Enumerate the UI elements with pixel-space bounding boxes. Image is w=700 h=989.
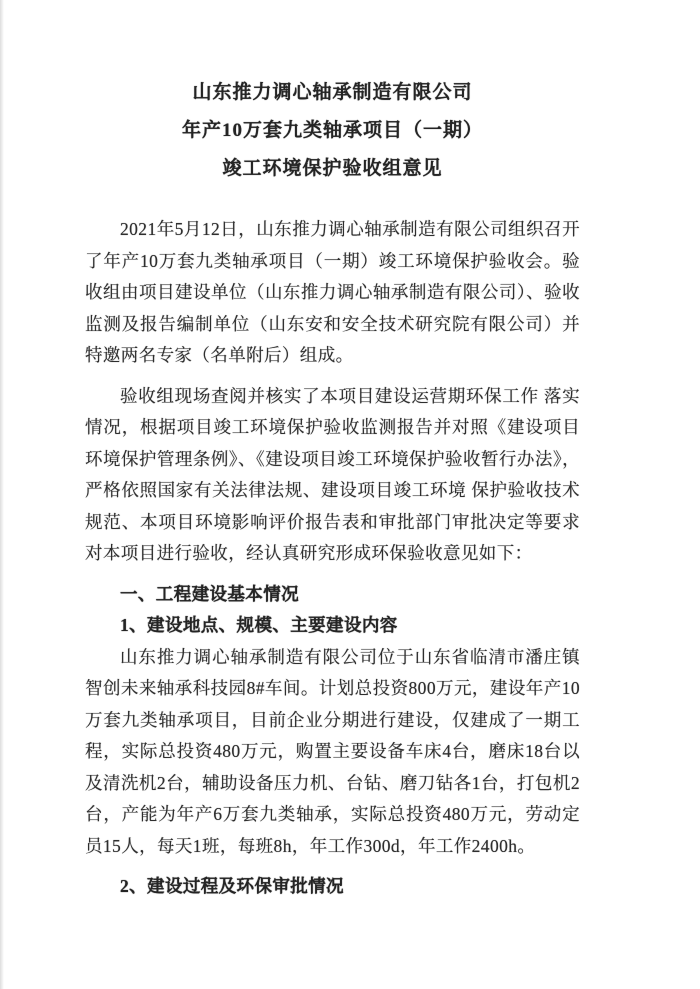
doc-title <box>85 74 580 188</box>
paragraph-review-basis: 验收组现场查阅并核实了本项目建设运营期环保工作 落实情况，根据项目竣工环境保护验收监测报告并对照《建设项目环境保护管理条例》、《建设项目竣工环境保护验收暂行办法》，严格依照国家有关法律法规、建设项目竣工环境 保护验收技术规范、本项目环境影响评价报告表和审批部门审批决定等要求对本项目进行验收，经认真研究形成环保验收意见如下： <box>85 385 580 563</box>
doc-title-line-project: 年产10万套九类轴承项目（一期） <box>181 120 483 141</box>
section-heading-approval-process: 2、建设过程及环保审批情况 <box>120 876 344 896</box>
section-heading-project-overview: 一、工程建设基本情况 <box>120 583 299 604</box>
paragraph-construction-details: 山东推力调心轴承制造有限公司位于山东省临清市潘庄镇智创未来轴承科技园8#车间。计划总投资800万元，建设年产10万套九类轴承项目，目前企业分期进行建设，仅建成了一期工程，实际总投资480万元，购置主要设备车床4台，磨床18台以及清洗机2台，辅助设备压力机、台钻、磨刀钻各1台，打包机2台，产能为年产6万套九类轴承，实际总投资480万元，劳动定员15人，每天1班，每班8h，年工作300d，年工作2400h。 <box>85 646 580 856</box>
doc-title-line-company: 山东推力调心轴承制造有限公司 <box>192 82 473 103</box>
doc-title-line-opinion: 竣工环境保护验收组意见 <box>222 158 443 179</box>
paragraph-acceptance-meeting: 2021年5月12日，山东推力调心轴承制造有限公司组织召开了年产10万套九类轴承项目（一期）竣工环境保护验收会。验收组由项目建设单位（山东推力调心轴承制造有限公司）、验收监测及报告编制单位（山东安和安全技术研究院有限公司）并特邀两名专家（名单附后）组成。 <box>85 219 580 365</box>
section-heading-location-scale: 1、建设地点、规模、主要建设内容 <box>120 615 398 635</box>
